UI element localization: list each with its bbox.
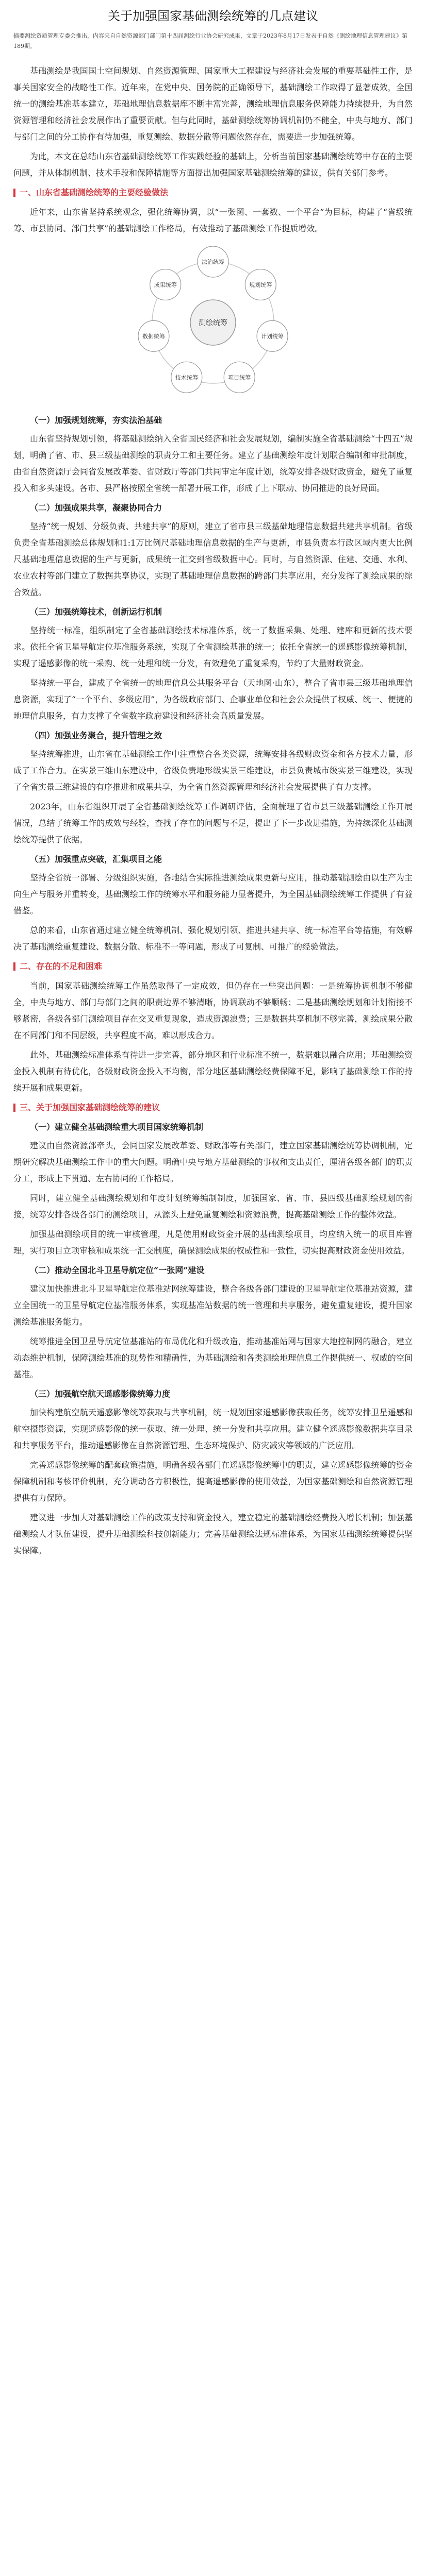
- article-title: 关于加强国家基础测绘统筹的几点建议: [108, 9, 318, 23]
- paragraph: 坚持统一标准，组织制定了全省基础测绘技术标准体系，统一了数据采集、处理、建库和更新的技术要求。依托全省卫星导航定位基准服务系统，实现了全省测绘基准的统一；依托全省统一的遥感影像统筹机制，实现了遥感影像的统一采购、统一处理和统一分发，有效避免了重复采购，节约了大量财政资金。: [13, 625, 413, 668]
- subheading: （一）建立健全基础测绘重大项目国家统筹机制: [30, 1122, 204, 1132]
- subheading: （一）加强规划统筹，夯实法治基础: [30, 415, 162, 425]
- section-heading-1: [13, 184, 413, 201]
- coordination-diagram-svg: [115, 240, 311, 405]
- paragraph: 山东省坚持规划引领，将基础测绘纳入全省国民经济和社会发展规划，编制实施全省基础测绘“十四五”规划，明确了省、市、县三级基础测绘的职责分工和主要任务。建立了基础测绘年度计划联合编制和审批制度，由省自然资源厅会同省发展改革委、省财政厅等部门共同审定年度计划，统筹安排各级财政资金，避免了重复投入和多头建设。各市、县严格按照全省统一部署开展工作，形成了上下联动、协同推进的良好局面。: [13, 434, 413, 493]
- subheading: （三）加强航空航天遥感影像统筹力度: [30, 1389, 171, 1399]
- paragraph: 加快构建航空航天遥感影像统筹获取与共享机制，统一规划国家遥感影像获取任务，统筹安排卫星遥感和航空摄影资源，实现遥感影像的统一获取、统一处理、统一分发和共享应用。建立健全遥感影像数据共享目录和共享服务平台，推动遥感影像在自然资源管理、生态环境保护、防灾减灾等领域的广泛应用。: [13, 1408, 413, 1450]
- subheading: （四）加强业务聚合，提升管理之效: [30, 731, 162, 740]
- article-intro: 摘要测绘资质管理专委会推出，内容来自自然资源部门部门第十四届测绘行业协会研究成果，文章于2023年8月17日发表于自然《测绘地理信息管理建议》第189期。: [13, 32, 407, 49]
- paragraph: 坚持全省统一部署、分级组织实施，各地结合实际推进测绘成果更新与应用，推动基础测绘由以生产为主向生产与服务并重转变，基础测绘工作的统筹水平和服务能力显著提升，为全国基础测绘统筹工作提供了有益借鉴。: [13, 873, 413, 916]
- paragraph: 统筹推进全国卫星导航定位基准站的布局优化和升级改造，推动基准站网与国家大地控制网的融合，建立动态维护机制，保障测绘基准的现势性和精确性，为基础测绘和各类测绘地理信息工作提供统一、权威的空间基准。: [13, 1336, 413, 1379]
- diagram-node-label: 法治统筹: [202, 259, 224, 265]
- section-heading-2: [13, 958, 413, 975]
- section-bar-icon: [13, 1104, 15, 1112]
- paragraph: 完善遥感影像统筹的配套政策措施，明确各级各部门在遥感影像统筹中的职责，建立遥感影像统筹的资金保障机制和考核评价机制，充分调动各方积极性，提高遥感影像的使用效益，为国家基础测绘和自然资源管理提供有力保障。: [13, 1460, 413, 1503]
- diagram-node-label: 规划统筹: [249, 281, 272, 289]
- coordination-diagram: [13, 240, 413, 405]
- diagram-node-label: 数据统筹: [142, 333, 165, 340]
- subheading: （三）加强统筹技术，创新运行机制: [30, 607, 162, 617]
- section-heading-text: 三、关于加强国家基础测绘统筹的建议: [20, 1103, 160, 1112]
- paragraph: 加强基础测绘项目的统一审核管理，凡是使用财政资金开展的基础测绘项目，均应纳入统一的项目库管理，实行项目立项审核和成果统一汇交制度，确保测绘成果的权威性和一致性，切实提高财政资金使用效益。: [13, 1229, 413, 1256]
- paragraph: 同时，建立健全基础测绘规划和年度计划统筹编制制度，加强国家、省、市、县四级基础测绘规划的衔接，统筹安排各级各部门的测绘项目，从源头上避免重复测绘和资源浪费，提高基础测绘工作的整体效益。: [13, 1193, 413, 1219]
- paragraph: 建议加快推进北斗卫星导航定位基准站网统筹建设，整合各级各部门建设的卫星导航定位基准站资源，建立全国统一的卫星导航定位基准服务体系，实现基准站数据的统一管理和共享服务，避免重复建设，提升国家测绘基准服务能力。: [13, 1284, 413, 1327]
- diagram-node-label: 项目统筹: [228, 374, 251, 381]
- section-bar-icon: [13, 962, 15, 971]
- paragraph: 2023年，山东省组织开展了全省基础测绘统筹工作调研评估，全面梳理了省市县三级基础测绘工作开展情况，总结了统筹工作的成效与经验，查找了存在的问题与不足，提出了下一步改进措施，为持续深化基础测绘统筹提供了依据。: [13, 802, 413, 844]
- section-heading-3: [13, 1099, 413, 1116]
- diagram-node-label: 成果统筹: [154, 281, 177, 289]
- paragraph: 基础测绘是我国国土空间规划、自然资源管理、国家重大工程建设与经济社会发展的重要基础性工作，是事关国家安全的战略性工作。近年来，在党中央、国务院的正确领导下，基础测绘工作取得了显著成效，全国统一的测绘基准基本建立，基础地理信息数据库不断丰富完善，测绘地理信息服务保障能力持续提升，为自然资源管理和经济社会发展作出了重要贡献。但与此同时，基础测绘统筹协调机制仍不健全，中央与地方、部门与部门之间的分工协作有待加强，重复测绘、数据分散等问题依然存在，需要进一步加强统筹。: [13, 66, 413, 142]
- diagram-node-label: 技术统筹: [175, 374, 198, 381]
- paragraph: 坚持统一平台，建成了全省统一的地理信息公共服务平台（天地图·山东），整合了省市县三级基础地理信息资源，实现了“一个平台、多级应用”，为各级政府部门、企事业单位和社会公众提供了权威、统一、便捷的地理信息服务，有力支撑了全省数字政府建设和经济社会高质量发展。: [13, 678, 413, 721]
- subheading: （五）加强重点突破，汇集项目之能: [30, 854, 162, 864]
- paragraph: 为此，本文在总结山东省基础测绘统筹工作实践经验的基础上，分析当前国家基础测绘统筹中存在的主要问题，并从体制机制、技术手段和保障措施等方面提出加强国家基础测绘统筹的建议，供有关部门参考。: [13, 151, 413, 178]
- section-heading-text: 二、存在的不足和困难: [20, 961, 103, 971]
- diagram-node-label: 计划统筹: [261, 333, 284, 340]
- section-heading-text: 一、山东省基础测绘统筹的主要经验做法: [20, 188, 169, 197]
- paragraph: 坚持“统一规划、分级负责、共建共享”的原则，建立了省市县三级基础地理信息数据共建共享机制。省级负责全省基础测绘总体规划和1:1万比例尺基础地理信息数据的生产与更新，市县负责本行政区域内更大比例尺基础地理信息数据的生产与更新，成果统一汇交到省级数据中心。同时，与自然资源、住建、交通、水利、农业农村等部门建立了数据共享协议，实现了基础地理信息数据的跨部门共享应用，充分发挥了测绘成果的综合效益。: [13, 521, 413, 597]
- section-bar-icon: [13, 189, 15, 197]
- paragraph: 建议由自然资源部牵头，会同国家发展改革委、财政部等有关部门，建立国家基础测绘统筹协调机制，定期研究解决基础测绘工作中的重大问题。明确中央与地方基础测绘的事权和支出责任，厘清各级各部门的职责分工，形成上下贯通、左右协同的工作格局。: [13, 1141, 413, 1183]
- subheading: （二）加强成果共享，凝聚协同合力: [30, 503, 162, 513]
- diagram-center-label: 测绘统筹: [199, 319, 227, 327]
- paragraph: 当前，国家基础测绘统筹工作虽然取得了一定成效，但仍存在一些突出问题：一是统筹协调机制不够健全，中央与地方、部门与部门之间的职责边界不够清晰，协调联动不够顺畅；二是基础测绘规划和计划衔接不够紧密，各级各部门测绘项目存在交叉重复现象，造成资源浪费；三是数据共享机制不够完善，测绘成果分散在不同部门和不同层级，共享程度不高，难以形成合力。: [13, 981, 413, 1040]
- paragraph: 总的来看，山东省通过建立健全统筹机制、强化规划引领、推进共建共享、统一标准平台等措施，有效解决了基础测绘重复建设、数据分散、标准不一等问题，形成了可复制、可推广的经验做法。: [13, 925, 413, 952]
- paragraph: 此外，基础测绘标准体系有待进一步完善，部分地区和行业标准不统一，数据难以融合应用；基础测绘资金投入机制有待优化，各级财政资金投入不均衡，部分地区基础测绘经费保障不足，影响了基础测绘工作的持续开展和成果更新。: [13, 1050, 413, 1093]
- subheading: （二）推动全国北斗卫星导航定位“一张网”建设: [30, 1265, 205, 1275]
- paragraph: 坚持统筹推进，山东省在基础测绘工作中注重整合各类资源，统筹安排各级财政资金和各方技术力量，形成了工作合力。在实景三维山东建设中，省级负责地形级实景三维建设，市县负责城市级实景三维建设，实现了全省实景三维建设的有序推进和成果共享，为全省自然资源管理和经济社会发展提供了有力支撑。: [13, 749, 413, 792]
- paragraph: 近年来，山东省坚持系统观念，强化统筹协调，以“一张图、一套数、一个平台”为目标，构建了“省级统筹、市县协同、部门共享”的基础测绘工作格局，有效推动了基础测绘工作提质增效。: [13, 207, 413, 233]
- paragraph: 建议进一步加大对基础测绘工作的政策支持和资金投入，建立稳定的基础测绘经费投入增长机制；加强基础测绘人才队伍建设，提升基础测绘科技创新能力；完善基础测绘法规标准体系，为国家基础测绘统筹提供坚实保障。: [13, 1513, 413, 1555]
